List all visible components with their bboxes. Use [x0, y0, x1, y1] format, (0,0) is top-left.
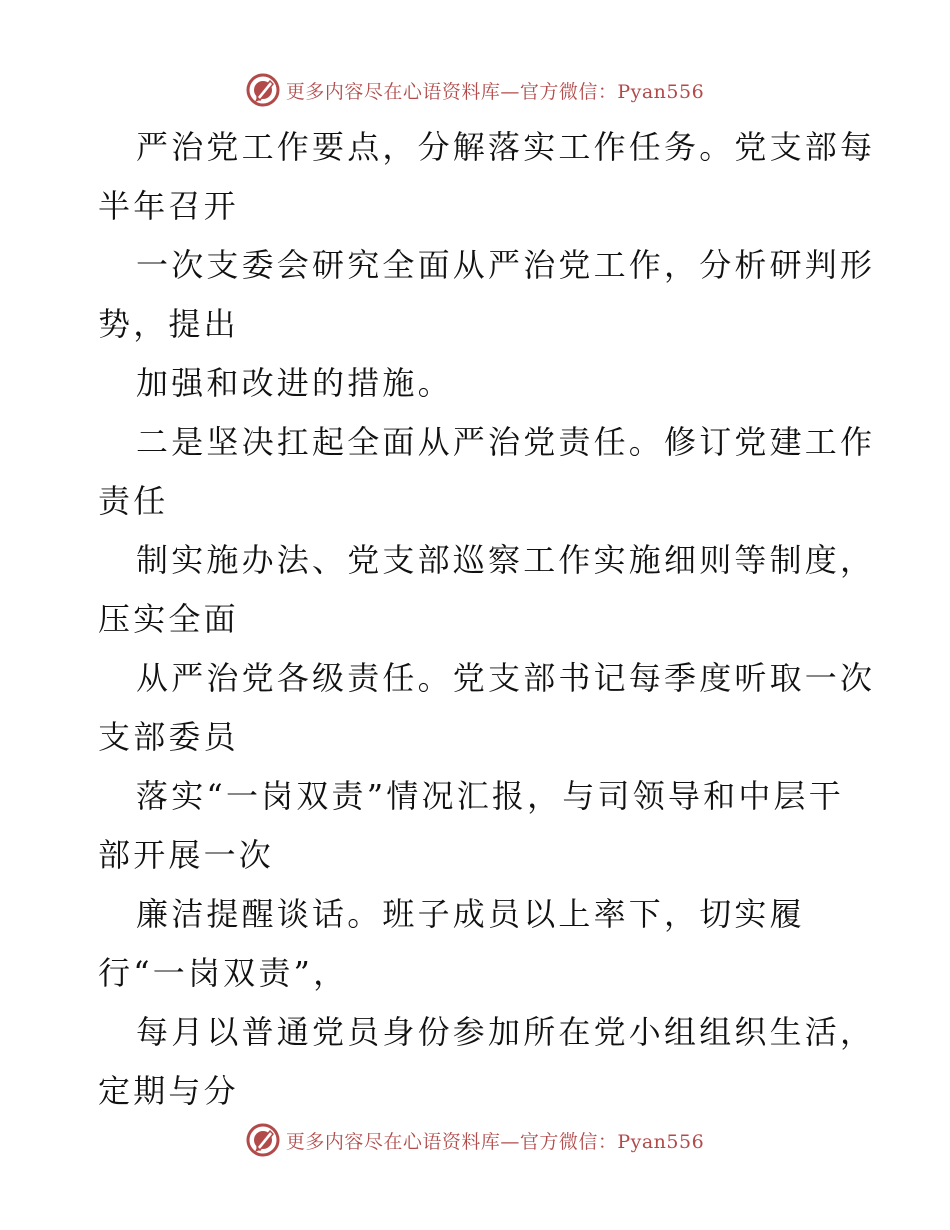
body-line-14: 廉洁提醒谈话。班子成员以上率下，切实履	[136, 895, 805, 933]
document-body	[98, 118, 876, 1121]
body-line-8: 制实施办法、党支部巡察工作实施细则等制度，	[136, 541, 876, 579]
body-line-11: 支部委员	[98, 718, 239, 756]
watermark-text: 更多内容尽在心语资料库—官方微信：Pyan556	[285, 1130, 705, 1153]
pen-logo-icon	[246, 73, 280, 107]
header-watermark	[0, 70, 950, 110]
watermark-text: 更多内容尽在心语资料库—官方微信：Pyan556	[285, 80, 705, 103]
body-line-2: 半年召开	[98, 187, 239, 225]
body-line-5: 加强和改进的措施。	[136, 364, 453, 402]
pen-logo-icon	[246, 1123, 280, 1157]
body-line-12: 落实“一岗双责”情况汇报，与司领导和中层干	[136, 777, 844, 815]
body-line-6: 二是坚决扛起全面从严治党责任。修订党建工作	[136, 423, 876, 461]
body-line-16: 每月以普通党员身份参加所在党小组组织生活，	[136, 1013, 876, 1051]
body-line-13: 部开展一次	[98, 836, 275, 874]
body-line-1: 严治党工作要点，分解落实工作任务。党支部每	[136, 128, 876, 166]
body-line-10: 从严治党各级责任。党支部书记每季度听取一次	[136, 659, 876, 697]
footer-watermark	[0, 1120, 950, 1160]
body-line-7: 责任	[98, 482, 169, 520]
body-line-17: 定期与分	[98, 1072, 239, 1110]
body-line-15: 行“一岗双责”，	[98, 954, 349, 992]
body-line-4: 势，提出	[98, 305, 239, 343]
body-line-3: 一次支委会研究全面从严治党工作，分析研判形	[136, 246, 876, 284]
body-line-9: 压实全面	[98, 600, 239, 638]
